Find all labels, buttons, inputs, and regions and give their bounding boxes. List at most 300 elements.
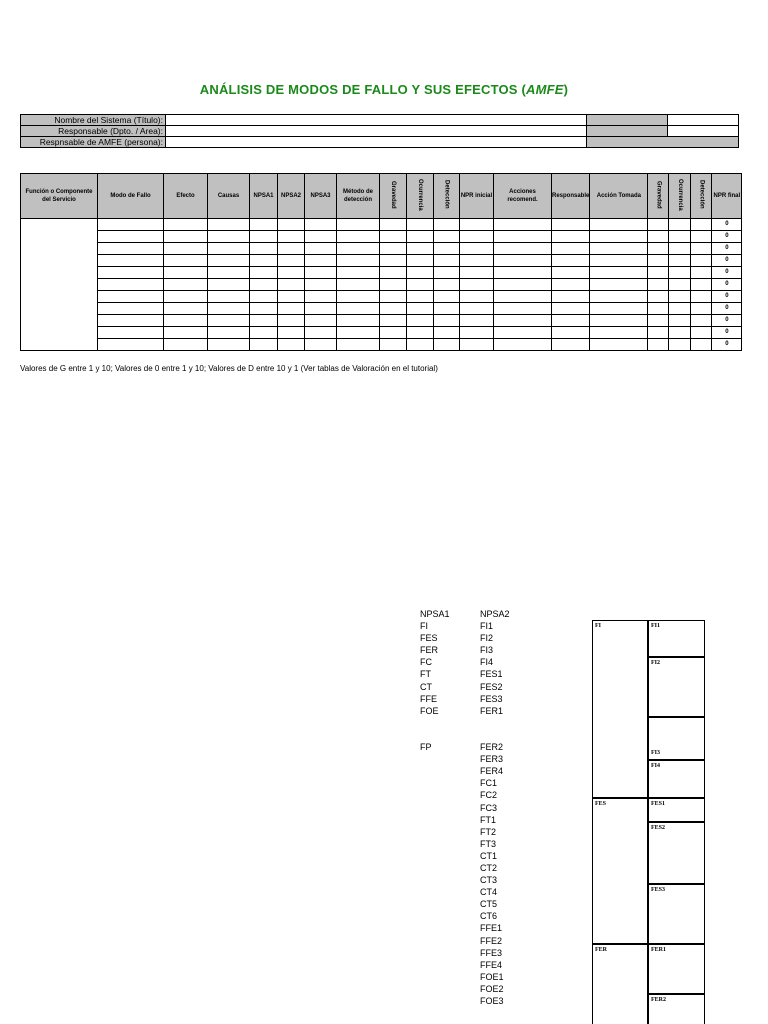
- table-cell[interactable]: [552, 267, 590, 279]
- table-cell[interactable]: [691, 327, 712, 339]
- table-cell[interactable]: [460, 219, 494, 231]
- table-cell[interactable]: [164, 255, 208, 267]
- table-cell[interactable]: [278, 303, 305, 315]
- list-item: FC3: [480, 802, 498, 813]
- table-cell[interactable]: [669, 291, 691, 303]
- diagram-box-fi1: FI1: [648, 620, 705, 657]
- table-cell[interactable]: [164, 267, 208, 279]
- list-item: FT2: [480, 826, 497, 837]
- table-row: [21, 315, 742, 327]
- table-cell[interactable]: [590, 327, 648, 339]
- list-item: FER1: [480, 705, 504, 716]
- table-cell[interactable]: [380, 279, 407, 291]
- list-item: NPSA1: [420, 609, 450, 619]
- table-cell[interactable]: [407, 255, 434, 267]
- npr-final-cell[interactable]: 0: [712, 327, 742, 339]
- table-cell[interactable]: [305, 327, 337, 339]
- table-cell[interactable]: [164, 243, 208, 255]
- table-cell[interactable]: [669, 243, 691, 255]
- npr-final-cell[interactable]: 0: [712, 339, 742, 351]
- list-item: CT: [420, 681, 432, 692]
- table-cell[interactable]: [669, 339, 691, 351]
- table-cell[interactable]: [337, 231, 380, 243]
- table-cell[interactable]: [648, 243, 669, 255]
- header-acciones: Acciones recomend.: [494, 174, 552, 219]
- table-cell[interactable]: [164, 327, 208, 339]
- table-cell[interactable]: [648, 315, 669, 327]
- table-cell[interactable]: [494, 291, 552, 303]
- list-item: FP: [420, 742, 432, 753]
- table-cell[interactable]: [407, 267, 434, 279]
- header-ocurrencia: Ocurrencia: [407, 174, 434, 219]
- amfe-responsible-label: Respnsable de AMFE (persona):: [21, 137, 166, 148]
- table-cell[interactable]: [208, 315, 250, 327]
- list-item: FFE: [420, 693, 437, 704]
- table-cell[interactable]: [552, 303, 590, 315]
- header-causas: Causas: [208, 174, 250, 219]
- header-npsa1: NPSA1: [250, 174, 278, 219]
- table-cell[interactable]: [208, 231, 250, 243]
- table-cell[interactable]: [98, 327, 164, 339]
- table-cell[interactable]: [250, 291, 278, 303]
- table-cell[interactable]: [337, 315, 380, 327]
- table-cell[interactable]: [460, 243, 494, 255]
- table-cell[interactable]: [337, 279, 380, 291]
- table-cell[interactable]: [337, 255, 380, 267]
- diagram-box-fes2: FES2: [648, 822, 705, 884]
- responsible-dept-value[interactable]: [166, 126, 587, 137]
- table-cell[interactable]: [305, 315, 337, 327]
- header-ocurrencia-2: Ocurrencia: [669, 174, 691, 219]
- info-grey-cell: [587, 126, 668, 137]
- table-cell[interactable]: [590, 219, 648, 231]
- list-item: FER4: [480, 766, 504, 777]
- list-item: FFE2: [480, 935, 503, 946]
- table-cell[interactable]: [494, 279, 552, 291]
- table-cell[interactable]: [691, 243, 712, 255]
- list-item: FT: [420, 669, 431, 680]
- table-cell[interactable]: [337, 339, 380, 351]
- table-cell[interactable]: [208, 267, 250, 279]
- diagram-box-fi3: FI3: [648, 717, 705, 760]
- diagram-box-fes3: FES3: [648, 884, 705, 944]
- list-item: FI4: [480, 657, 494, 668]
- table-cell[interactable]: [208, 339, 250, 351]
- header-gravedad-2: Gravedad: [648, 174, 669, 219]
- info-value-cell[interactable]: [668, 115, 739, 126]
- table-cell[interactable]: [460, 303, 494, 315]
- table-cell[interactable]: [164, 303, 208, 315]
- npsa1-list: [420, 608, 450, 753]
- table-cell[interactable]: [380, 267, 407, 279]
- table-row: [21, 243, 742, 255]
- diagram-box-fes: FES: [592, 798, 648, 944]
- table-cell[interactable]: [669, 279, 691, 291]
- table-cell[interactable]: [669, 267, 691, 279]
- table-cell[interactable]: [250, 267, 278, 279]
- table-cell[interactable]: [590, 267, 648, 279]
- table-cell[interactable]: [164, 279, 208, 291]
- table-cell[interactable]: [590, 231, 648, 243]
- table-cell[interactable]: [691, 291, 712, 303]
- table-cell[interactable]: [669, 303, 691, 315]
- table-cell[interactable]: [494, 315, 552, 327]
- table-cell[interactable]: [250, 339, 278, 351]
- table-cell[interactable]: [494, 327, 552, 339]
- list-item: FER2: [480, 742, 504, 753]
- table-row: [21, 219, 742, 231]
- table-cell[interactable]: [691, 231, 712, 243]
- table-cell[interactable]: [278, 279, 305, 291]
- list-item: CT5: [480, 899, 498, 910]
- table-cell[interactable]: [460, 279, 494, 291]
- header-responsable: Responsable: [552, 174, 590, 219]
- table-cell[interactable]: [98, 267, 164, 279]
- table-cell[interactable]: [208, 327, 250, 339]
- table-cell[interactable]: [380, 339, 407, 351]
- table-cell[interactable]: [648, 219, 669, 231]
- table-cell[interactable]: [648, 327, 669, 339]
- table-cell[interactable]: [407, 339, 434, 351]
- header-npr-final: NPR final: [712, 174, 742, 219]
- header-npsa3: NPSA3: [305, 174, 337, 219]
- list-item: [420, 729, 450, 741]
- npr-final-cell[interactable]: 0: [712, 231, 742, 243]
- diagram-box-fer1: FER1: [648, 944, 705, 994]
- table-cell[interactable]: [407, 303, 434, 315]
- table-cell[interactable]: [407, 219, 434, 231]
- list-item: [420, 717, 450, 729]
- table-cell[interactable]: [305, 291, 337, 303]
- table-cell[interactable]: [305, 339, 337, 351]
- list-item: FFE1: [480, 923, 503, 934]
- table-cell[interactable]: [98, 255, 164, 267]
- npr-final-cell[interactable]: 0: [712, 255, 742, 267]
- table-cell[interactable]: [590, 255, 648, 267]
- table-cell[interactable]: [380, 243, 407, 255]
- list-item: FT1: [480, 814, 497, 825]
- table-cell[interactable]: [278, 327, 305, 339]
- npr-final-cell[interactable]: 0: [712, 279, 742, 291]
- table-cell[interactable]: [494, 303, 552, 315]
- table-cell[interactable]: [691, 339, 712, 351]
- table-cell[interactable]: [98, 291, 164, 303]
- table-cell[interactable]: [434, 291, 460, 303]
- table-row: [21, 339, 742, 351]
- header-modo: Modo de Fallo: [98, 174, 164, 219]
- table-cell[interactable]: [278, 231, 305, 243]
- table-cell[interactable]: [337, 327, 380, 339]
- system-info-table: [20, 114, 739, 148]
- npr-final-cell[interactable]: 0: [712, 303, 742, 315]
- list-item: FI3: [480, 645, 494, 656]
- table-cell[interactable]: [337, 243, 380, 255]
- table-cell[interactable]: [552, 219, 590, 231]
- table-cell[interactable]: [98, 339, 164, 351]
- table-cell[interactable]: [208, 243, 250, 255]
- table-cell[interactable]: [552, 339, 590, 351]
- table-cell[interactable]: [460, 291, 494, 303]
- table-cell[interactable]: [494, 243, 552, 255]
- table-cell[interactable]: [460, 255, 494, 267]
- diagram-box-fes1: FES1: [648, 798, 705, 822]
- table-cell[interactable]: [460, 315, 494, 327]
- list-item: CT4: [480, 887, 498, 898]
- table-cell[interactable]: [669, 219, 691, 231]
- table-cell[interactable]: [407, 279, 434, 291]
- diagram-box-fer2: FER2: [648, 994, 705, 1024]
- table-cell[interactable]: [552, 243, 590, 255]
- list-item: FI1: [480, 621, 494, 632]
- table-cell[interactable]: [669, 231, 691, 243]
- table-cell[interactable]: [250, 279, 278, 291]
- table-cell[interactable]: [250, 255, 278, 267]
- table-cell[interactable]: [434, 219, 460, 231]
- header-accion-tomada: Acción Tomada: [590, 174, 648, 219]
- table-cell[interactable]: [648, 339, 669, 351]
- table-cell[interactable]: [337, 303, 380, 315]
- table-cell[interactable]: [407, 291, 434, 303]
- table-cell[interactable]: [552, 315, 590, 327]
- table-cell[interactable]: [434, 267, 460, 279]
- list-item: FER: [420, 645, 438, 656]
- table-cell[interactable]: [552, 255, 590, 267]
- table-cell[interactable]: [669, 255, 691, 267]
- table-cell[interactable]: [278, 267, 305, 279]
- table-cell[interactable]: [164, 339, 208, 351]
- table-cell[interactable]: [380, 303, 407, 315]
- table-cell[interactable]: [278, 255, 305, 267]
- info-value-cell[interactable]: [668, 126, 739, 137]
- list-item: [480, 729, 510, 741]
- table-cell[interactable]: [590, 279, 648, 291]
- table-cell[interactable]: [278, 243, 305, 255]
- table-row: [21, 291, 742, 303]
- table-cell[interactable]: [278, 219, 305, 231]
- header-gravedad: Gravedad: [380, 174, 407, 219]
- diagram-box-fer: FER: [592, 944, 648, 1024]
- table-cell[interactable]: [305, 303, 337, 315]
- list-item: FER3: [480, 754, 504, 765]
- table-cell[interactable]: [590, 291, 648, 303]
- table-row: [21, 267, 742, 279]
- table-cell[interactable]: [208, 303, 250, 315]
- table-cell[interactable]: [407, 315, 434, 327]
- table-cell[interactable]: [648, 267, 669, 279]
- table-cell[interactable]: [434, 243, 460, 255]
- table-cell[interactable]: [250, 243, 278, 255]
- table-cell[interactable]: [691, 303, 712, 315]
- table-cell[interactable]: [407, 243, 434, 255]
- table-cell[interactable]: [494, 219, 552, 231]
- table-cell[interactable]: [208, 279, 250, 291]
- table-cell[interactable]: [552, 279, 590, 291]
- table-cell[interactable]: [380, 255, 407, 267]
- table-cell[interactable]: [434, 339, 460, 351]
- table-row: [21, 255, 742, 267]
- system-name-label: Nombre del Sistema (Título):: [21, 115, 166, 126]
- table-cell[interactable]: [305, 267, 337, 279]
- table-cell[interactable]: [337, 291, 380, 303]
- table-cell[interactable]: [250, 231, 278, 243]
- table-cell[interactable]: [434, 279, 460, 291]
- table-cell[interactable]: [460, 327, 494, 339]
- table-cell[interactable]: [648, 231, 669, 243]
- table-cell[interactable]: [278, 291, 305, 303]
- table-cell[interactable]: [380, 231, 407, 243]
- list-item: FFE3: [480, 947, 503, 958]
- table-cell[interactable]: [380, 219, 407, 231]
- table-cell[interactable]: [337, 219, 380, 231]
- table-cell[interactable]: [460, 339, 494, 351]
- table-cell[interactable]: [590, 339, 648, 351]
- table-cell[interactable]: [590, 243, 648, 255]
- table-cell[interactable]: [552, 327, 590, 339]
- table-cell[interactable]: [305, 255, 337, 267]
- list-item: FES3: [480, 693, 503, 704]
- funcion-cell[interactable]: [21, 219, 98, 351]
- table-cell[interactable]: [552, 231, 590, 243]
- list-item: CT1: [480, 850, 498, 861]
- npr-final-cell[interactable]: 0: [712, 243, 742, 255]
- table-cell[interactable]: [691, 315, 712, 327]
- npr-final-cell[interactable]: 0: [712, 267, 742, 279]
- info-grey-cell: [587, 137, 739, 148]
- list-item: FT3: [480, 838, 497, 849]
- diagram-box-fi4: FI4: [648, 760, 705, 798]
- system-name-value[interactable]: [166, 115, 587, 126]
- list-item: FI: [420, 621, 428, 632]
- header-npsa2: NPSA2: [278, 174, 305, 219]
- table-cell[interactable]: [250, 303, 278, 315]
- table-row: [21, 327, 742, 339]
- table-cell[interactable]: [164, 231, 208, 243]
- table-cell[interactable]: [669, 315, 691, 327]
- table-cell[interactable]: [494, 255, 552, 267]
- table-row: [21, 231, 742, 243]
- table-cell[interactable]: [98, 315, 164, 327]
- list-item: FOE1: [480, 971, 504, 982]
- table-cell[interactable]: [434, 255, 460, 267]
- table-cell[interactable]: [337, 267, 380, 279]
- table-cell[interactable]: [278, 339, 305, 351]
- valuation-note: Valores de G entre 1 y 10; Valores de 0 entre 1 y 10; Valores de D entre 10 y 1 (Ver tablas de Valoración en el tutorial): [20, 364, 438, 373]
- table-cell[interactable]: [98, 243, 164, 255]
- list-item: CT3: [480, 875, 498, 886]
- table-cell[interactable]: [164, 315, 208, 327]
- table-row: [21, 303, 742, 315]
- table-row: [21, 279, 742, 291]
- table-cell[interactable]: [494, 267, 552, 279]
- list-item: CT6: [480, 911, 498, 922]
- table-cell[interactable]: [434, 231, 460, 243]
- table-cell[interactable]: [305, 243, 337, 255]
- header-funcion: Función o Componente del Servicio: [21, 174, 98, 219]
- table-cell[interactable]: [691, 219, 712, 231]
- table-cell[interactable]: [648, 303, 669, 315]
- table-cell[interactable]: [434, 327, 460, 339]
- table-cell[interactable]: [305, 279, 337, 291]
- table-cell[interactable]: [278, 315, 305, 327]
- table-cell[interactable]: [208, 219, 250, 231]
- header-deteccion: Detección: [434, 174, 460, 219]
- table-cell[interactable]: [648, 291, 669, 303]
- table-cell[interactable]: [460, 231, 494, 243]
- table-cell[interactable]: [208, 291, 250, 303]
- table-cell[interactable]: [669, 327, 691, 339]
- list-item: FES2: [480, 681, 503, 692]
- table-cell[interactable]: [98, 279, 164, 291]
- npsa2-list: [480, 608, 510, 1007]
- diagram-box-fi: FI: [592, 620, 648, 798]
- table-cell[interactable]: [380, 291, 407, 303]
- npr-final-cell[interactable]: 0: [712, 219, 742, 231]
- table-cell[interactable]: [380, 327, 407, 339]
- table-cell[interactable]: [552, 291, 590, 303]
- list-item: FFE4: [480, 959, 503, 970]
- list-item: NPSA2: [480, 609, 510, 619]
- table-cell[interactable]: [590, 315, 648, 327]
- list-item: FOE: [420, 705, 439, 716]
- table-cell[interactable]: [305, 219, 337, 231]
- list-item: FOE3: [480, 996, 504, 1006]
- npr-final-cell[interactable]: 0: [712, 315, 742, 327]
- header-efecto: Efecto: [164, 174, 208, 219]
- header-npr-inicial: NPR inicial: [460, 174, 494, 219]
- table-cell[interactable]: [98, 303, 164, 315]
- table-cell[interactable]: [590, 303, 648, 315]
- table-cell[interactable]: [208, 255, 250, 267]
- table-cell[interactable]: [164, 291, 208, 303]
- list-item: FC: [420, 657, 432, 668]
- table-cell[interactable]: [407, 231, 434, 243]
- table-cell[interactable]: [691, 267, 712, 279]
- list-item: [480, 717, 510, 729]
- table-cell[interactable]: [494, 339, 552, 351]
- list-item: FOE2: [480, 983, 504, 994]
- table-cell[interactable]: [691, 255, 712, 267]
- document-title: ANÁLISIS DE MODOS DE FALLO Y SUS EFECTOS (AMFE): [199, 82, 569, 97]
- amfe-table: [20, 173, 742, 351]
- responsible-dept-label: Responsable (Dpto. / Area):: [21, 126, 166, 137]
- table-cell[interactable]: [305, 231, 337, 243]
- table-cell[interactable]: [250, 219, 278, 231]
- table-cell[interactable]: [494, 231, 552, 243]
- table-cell[interactable]: [648, 255, 669, 267]
- table-cell[interactable]: [407, 327, 434, 339]
- amfe-responsible-value[interactable]: [166, 137, 587, 148]
- table-cell[interactable]: [691, 279, 712, 291]
- list-item: FES: [420, 633, 438, 644]
- header-metodo: Método de detección: [337, 174, 380, 219]
- table-cell[interactable]: [460, 267, 494, 279]
- npr-final-cell[interactable]: 0: [712, 291, 742, 303]
- table-cell[interactable]: [380, 315, 407, 327]
- table-cell[interactable]: [250, 327, 278, 339]
- table-cell[interactable]: [648, 279, 669, 291]
- list-item: FC2: [480, 790, 498, 801]
- list-item: CT2: [480, 862, 498, 873]
- table-cell[interactable]: [98, 219, 164, 231]
- list-item: FC1: [480, 778, 498, 789]
- table-cell[interactable]: [164, 219, 208, 231]
- table-cell[interactable]: [434, 315, 460, 327]
- header-deteccion-2: Detección: [691, 174, 712, 219]
- table-cell[interactable]: [434, 303, 460, 315]
- list-item: FI2: [480, 633, 494, 644]
- table-cell[interactable]: [250, 315, 278, 327]
- table-cell[interactable]: [98, 231, 164, 243]
